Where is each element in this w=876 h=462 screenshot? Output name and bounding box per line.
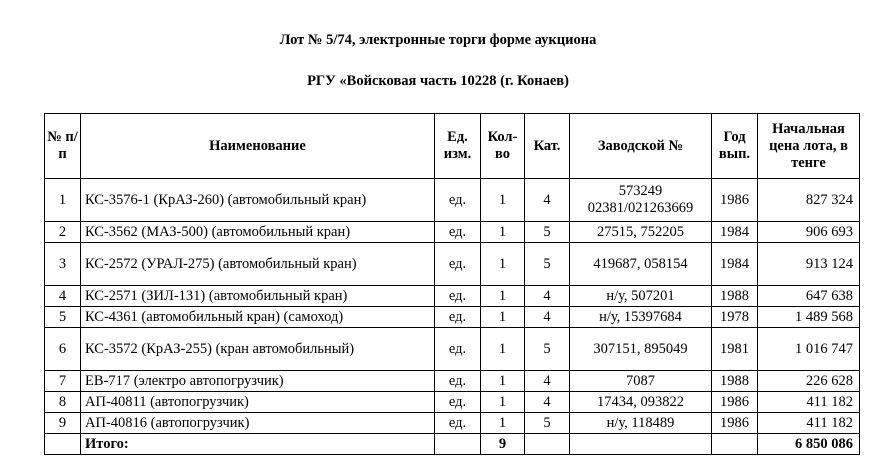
cell-num: 6 <box>45 328 81 371</box>
cell-name: АП-40816 (автопогрузчик) <box>81 413 435 434</box>
cell-empty <box>435 434 481 455</box>
total-row <box>45 434 860 455</box>
cell-cat: 4 <box>525 307 570 328</box>
cell-serial: 7087 <box>570 371 712 392</box>
cell-qty: 1 <box>481 222 525 243</box>
cell-num: 7 <box>45 371 81 392</box>
cell-cat: 5 <box>525 328 570 371</box>
cell-name: КС-3576-1 (КрАЗ-260) (автомобильный кран) <box>81 179 435 222</box>
cell-cat: 4 <box>525 179 570 222</box>
cell-year: 1986 <box>712 179 758 222</box>
table-row <box>45 179 860 222</box>
table-row <box>45 222 860 243</box>
cell-qty: 1 <box>481 328 525 371</box>
cell-name: ЕВ-717 (электро автопогрузчик) <box>81 371 435 392</box>
cell-price: 411 182 <box>758 413 860 434</box>
cell-year: 1978 <box>712 307 758 328</box>
col-header-serial: Заводской № <box>570 114 712 179</box>
organization-title: РГУ «Войсковая часть 10228 (г. Конаев) <box>307 73 569 89</box>
cell-year: 1988 <box>712 286 758 307</box>
cell-serial <box>570 179 712 222</box>
cell-num: 1 <box>45 179 81 222</box>
col-header-name: Наименование <box>81 114 435 179</box>
cell-name: КС-2572 (УРАЛ-275) (автомобильный кран) <box>81 243 435 286</box>
table-row <box>45 413 860 434</box>
total-price: 6 850 086 <box>758 434 860 455</box>
cell-unit: ед. <box>435 392 481 413</box>
cell-unit: ед. <box>435 222 481 243</box>
cell-price: 226 628 <box>758 371 860 392</box>
cell-qty: 1 <box>481 392 525 413</box>
cell-num: 3 <box>45 243 81 286</box>
cell-name: АП-40811 (автопогрузчик) <box>81 392 435 413</box>
cell-cat: 4 <box>525 286 570 307</box>
cell-price: 913 124 <box>758 243 860 286</box>
cell-qty: 1 <box>481 371 525 392</box>
col-header-num: № п/п <box>45 114 81 179</box>
table-row <box>45 371 860 392</box>
cell-cat: 5 <box>525 243 570 286</box>
table-row <box>45 392 860 413</box>
cell-empty <box>712 434 758 455</box>
cell-name: КС-2571 (ЗИЛ-131) (автомобильный кран) <box>81 286 435 307</box>
col-header-unit: Ед. изм. <box>435 114 481 179</box>
cell-unit: ед. <box>435 179 481 222</box>
cell-num: 5 <box>45 307 81 328</box>
cell-unit: ед. <box>435 328 481 371</box>
cell-serial: н/у, 118489 <box>570 413 712 434</box>
col-header-cat: Кат. <box>525 114 570 179</box>
cell-serial: 17434, 093822 <box>570 392 712 413</box>
cell-qty: 1 <box>481 286 525 307</box>
table-row <box>45 243 860 286</box>
cell-num: 2 <box>45 222 81 243</box>
total-qty: 9 <box>481 434 525 455</box>
cell-num: 4 <box>45 286 81 307</box>
cell-serial: 307151, 895049 <box>570 328 712 371</box>
cell-name: КС-3572 (КрАЗ-255) (кран автомобильный) <box>81 328 435 371</box>
serial-line: 02381/021263669 <box>587 200 694 216</box>
cell-serial: 419687, 058154 <box>570 243 712 286</box>
cell-serial: н/у, 15397684 <box>570 307 712 328</box>
cell-unit: ед. <box>435 413 481 434</box>
cell-price: 1 489 568 <box>758 307 860 328</box>
cell-price: 827 324 <box>758 179 860 222</box>
cell-year: 1984 <box>712 222 758 243</box>
cell-num: 9 <box>45 413 81 434</box>
cell-qty: 1 <box>481 413 525 434</box>
lot-title: Лот № 5/74, электронные торги форме аукциона <box>279 32 597 48</box>
cell-unit: ед. <box>435 286 481 307</box>
cell-qty: 1 <box>481 179 525 222</box>
total-label: Итого: <box>81 434 435 455</box>
cell-year: 1984 <box>712 243 758 286</box>
cell-cat: 5 <box>525 413 570 434</box>
cell-empty <box>45 434 81 455</box>
cell-cat: 4 <box>525 371 570 392</box>
cell-unit: ед. <box>435 371 481 392</box>
cell-serial: 27515, 752205 <box>570 222 712 243</box>
table-row <box>45 286 860 307</box>
cell-year: 1986 <box>712 413 758 434</box>
cell-unit: ед. <box>435 243 481 286</box>
cell-qty: 1 <box>481 307 525 328</box>
col-header-price: Начальная цена лота, в тенге <box>758 114 860 179</box>
cell-name: КС-3562 (МАЗ-500) (автомобильный кран) <box>81 222 435 243</box>
serial-line: 573249 <box>618 183 663 199</box>
cell-price: 647 638 <box>758 286 860 307</box>
col-header-year: Год вып. <box>712 114 758 179</box>
table-row <box>45 307 860 328</box>
cell-serial: н/у, 507201 <box>570 286 712 307</box>
cell-cat: 5 <box>525 222 570 243</box>
table-row <box>45 328 860 371</box>
cell-unit: ед. <box>435 307 481 328</box>
cell-name: КС-4361 (автомобильный кран) (самоход) <box>81 307 435 328</box>
cell-price: 1 016 747 <box>758 328 860 371</box>
cell-empty <box>570 434 712 455</box>
cell-empty <box>525 434 570 455</box>
col-header-qty: Кол-во <box>481 114 525 179</box>
lot-table <box>44 113 860 455</box>
cell-cat: 4 <box>525 392 570 413</box>
cell-price: 906 693 <box>758 222 860 243</box>
cell-num: 8 <box>45 392 81 413</box>
table-header-row <box>45 114 860 179</box>
cell-year: 1986 <box>712 392 758 413</box>
cell-year: 1988 <box>712 371 758 392</box>
cell-qty: 1 <box>481 243 525 286</box>
cell-price: 411 182 <box>758 392 860 413</box>
cell-year: 1981 <box>712 328 758 371</box>
